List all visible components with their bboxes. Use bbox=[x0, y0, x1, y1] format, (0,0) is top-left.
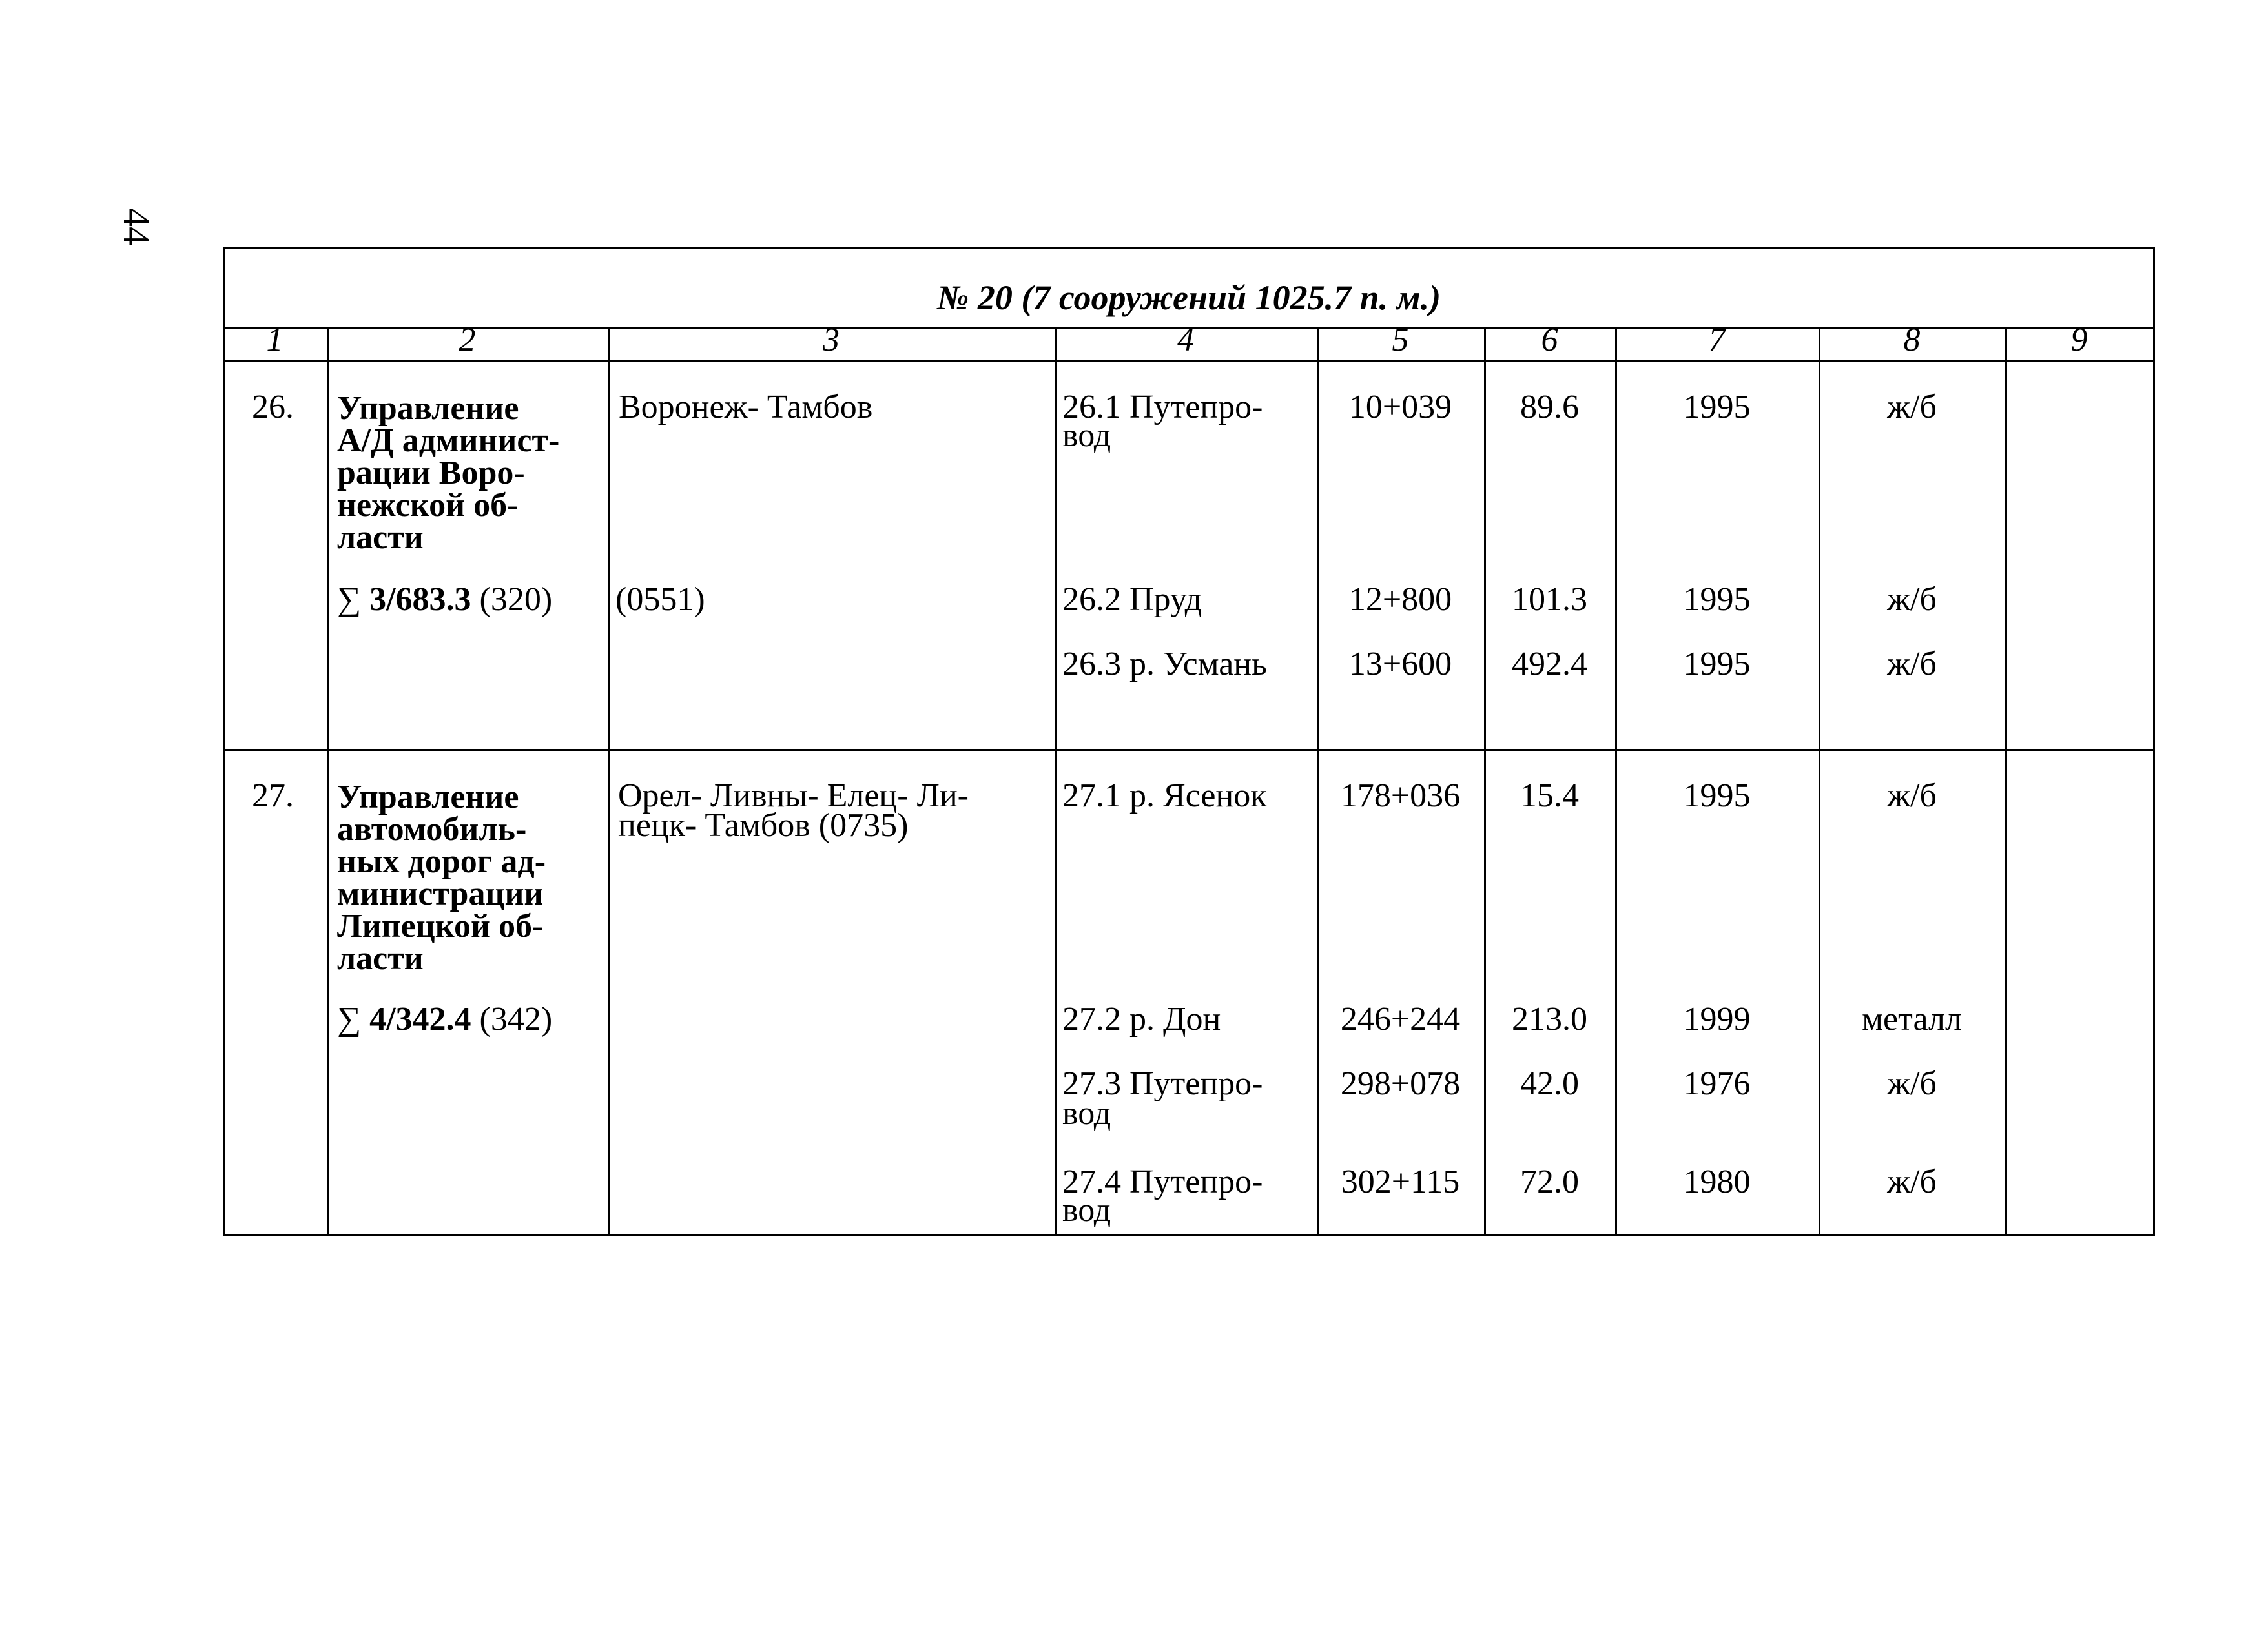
sigma-symbol: ∑ bbox=[337, 581, 362, 618]
structure-length: 89.6 bbox=[1520, 389, 1579, 425]
group-divider bbox=[223, 749, 2155, 751]
org-name-line: ласти bbox=[337, 940, 424, 977]
org-name-line: автомобиль- bbox=[337, 811, 527, 848]
structure-km: 178+036 bbox=[1340, 777, 1461, 814]
structure-km: 302+115 bbox=[1341, 1163, 1460, 1200]
group-sum bbox=[337, 581, 553, 618]
road-name-line: пецк- Тамбов (0735) bbox=[618, 807, 909, 844]
structure-material: ж/б bbox=[1887, 1065, 1937, 1102]
structure-material: ж/б bbox=[1887, 1163, 1937, 1200]
org-name-line: нежской об- bbox=[337, 487, 519, 524]
structure-material: ж/б bbox=[1887, 389, 1937, 425]
road-name: Воронеж- Тамбов bbox=[619, 389, 873, 425]
col-line-1 bbox=[327, 327, 329, 1236]
table-border-left bbox=[223, 247, 225, 1236]
column-number: 7 bbox=[1708, 322, 1726, 358]
structure-year: 1995 bbox=[1683, 581, 1751, 618]
structure-length: 101.3 bbox=[1512, 581, 1587, 618]
structure-name-line: 27.3 Путепро- bbox=[1062, 1065, 1263, 1102]
structure-name-line: 27.2 р. Дон bbox=[1062, 1001, 1221, 1038]
structure-km: 246+244 bbox=[1340, 1001, 1461, 1038]
structure-km: 10+039 bbox=[1348, 389, 1452, 425]
sigma-symbol: ∑ bbox=[337, 1001, 362, 1038]
org-name-line: Управление bbox=[337, 390, 519, 427]
structure-length: 492.4 bbox=[1512, 646, 1587, 682]
org-name-line: Липецкой об- bbox=[337, 908, 544, 945]
structure-year: 1995 bbox=[1683, 646, 1751, 682]
structure-material: металл bbox=[1862, 1001, 1962, 1038]
column-number: 4 bbox=[1177, 322, 1194, 358]
structure-name-line: 26.1 Путепро- bbox=[1062, 389, 1263, 425]
table-border-bottom bbox=[223, 1234, 2155, 1236]
structure-name-line: 26.2 Пруд bbox=[1062, 581, 1202, 618]
structure-length: 72.0 bbox=[1520, 1163, 1579, 1200]
structure-km: 13+600 bbox=[1348, 646, 1452, 682]
table-border-right bbox=[2153, 247, 2155, 1236]
page-number: 44 bbox=[116, 208, 158, 245]
group-sum bbox=[337, 1003, 552, 1036]
sum-extra: (320) bbox=[471, 581, 553, 618]
structure-length: 213.0 bbox=[1512, 1001, 1587, 1038]
sum-count-length: 3/683.3 bbox=[369, 581, 471, 618]
structure-material: ж/б bbox=[1887, 777, 1937, 814]
structure-km: 298+078 bbox=[1340, 1065, 1461, 1102]
sum-count-length: 4/342.4 bbox=[369, 1001, 471, 1038]
col-line-3 bbox=[1055, 327, 1057, 1236]
structure-name-line: 27.4 Путепро- bbox=[1062, 1163, 1263, 1200]
colnum-divider bbox=[223, 360, 2155, 362]
road-code: (0551) bbox=[615, 581, 705, 618]
column-number: 6 bbox=[1541, 322, 1558, 358]
structure-name-line: 27.1 р. Ясенок bbox=[1062, 777, 1267, 814]
bridge-table bbox=[223, 247, 2155, 1236]
column-number: 2 bbox=[459, 322, 476, 358]
org-name-line: рации Воро- bbox=[337, 455, 525, 491]
table-title: № 20 (7 сооружений 1025.7 п. м.) bbox=[936, 278, 1441, 317]
column-number: 1 bbox=[266, 322, 284, 358]
group-number: 27. bbox=[252, 777, 294, 814]
structure-year: 1999 bbox=[1683, 1001, 1751, 1038]
structure-name-line: вод bbox=[1062, 1192, 1111, 1229]
column-number: 8 bbox=[1903, 322, 1921, 358]
structure-km: 12+800 bbox=[1348, 581, 1452, 618]
org-name-line: А/Д админист- bbox=[337, 422, 560, 459]
structure-name-line: вод bbox=[1062, 417, 1111, 454]
structure-year: 1976 bbox=[1683, 1065, 1751, 1102]
org-name-line: ласти bbox=[337, 519, 424, 556]
structure-year: 1995 bbox=[1683, 389, 1751, 425]
structure-length: 42.0 bbox=[1520, 1065, 1579, 1102]
group-number: 26. bbox=[252, 389, 294, 425]
structure-material: ж/б bbox=[1887, 646, 1937, 682]
sum-extra: (342) bbox=[471, 1001, 553, 1038]
structure-length: 15.4 bbox=[1520, 777, 1579, 814]
structure-year: 1980 bbox=[1683, 1163, 1751, 1200]
structure-material: ж/б bbox=[1887, 581, 1937, 618]
org-name-line: Управление bbox=[337, 779, 519, 815]
structure-name-line: 26.3 р. Усмань bbox=[1062, 646, 1267, 682]
org-name-line: министрации bbox=[337, 876, 544, 912]
table-border-top bbox=[223, 247, 2155, 249]
column-number: 5 bbox=[1392, 322, 1409, 358]
column-number: 9 bbox=[2070, 322, 2088, 358]
col-line-2 bbox=[608, 327, 610, 1236]
structure-name-line: вод bbox=[1062, 1095, 1111, 1132]
col-line-8 bbox=[2005, 327, 2007, 1236]
org-name-line: ных дорог ад- bbox=[337, 843, 546, 880]
road-name-line: Орел- Ливны- Елец- Ли- bbox=[618, 777, 969, 814]
column-number: 3 bbox=[823, 322, 840, 358]
structure-year: 1995 bbox=[1683, 777, 1751, 814]
